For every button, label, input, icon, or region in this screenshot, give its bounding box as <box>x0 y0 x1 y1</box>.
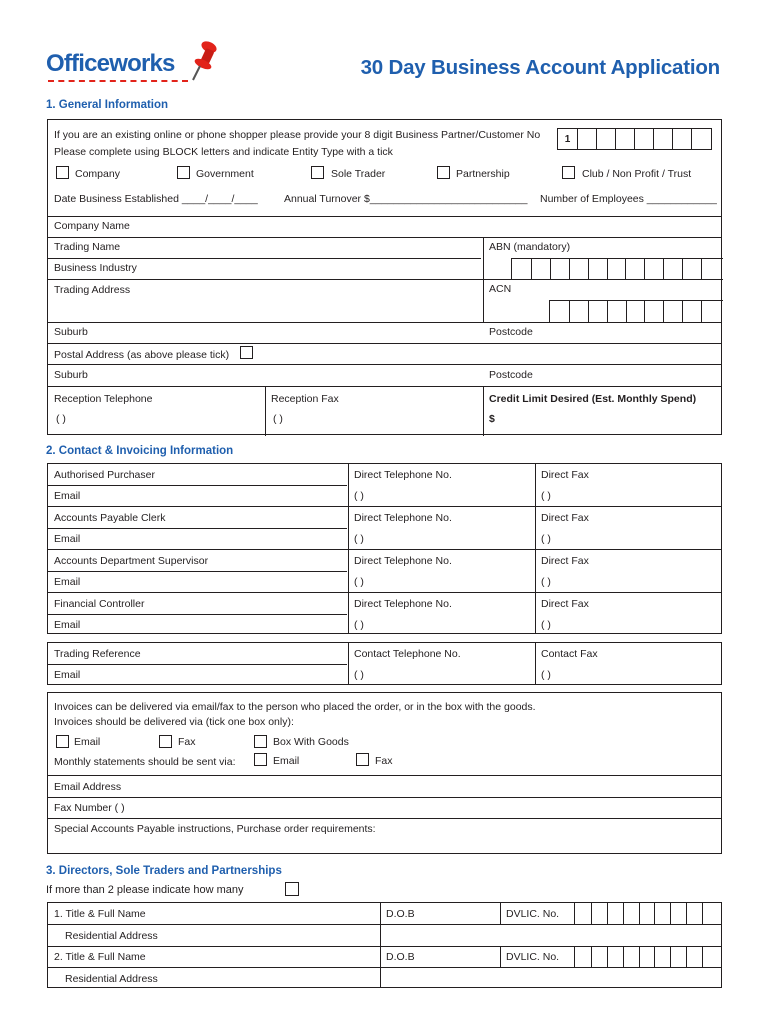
contact-telephone-field[interactable]: ( ) <box>354 669 364 681</box>
customer-digit[interactable] <box>634 129 653 149</box>
contact-email-label: Email <box>54 533 81 545</box>
reception-telephone-field[interactable]: ( ) <box>56 413 66 425</box>
how-many-box[interactable] <box>285 882 299 896</box>
company-name-label: Company Name <box>54 220 130 232</box>
customer-digit[interactable] <box>577 129 596 149</box>
contact-role: Financial Controller <box>54 598 145 610</box>
number-employees-field[interactable]: Number of Employees ____________ <box>540 193 717 205</box>
logo-underline <box>48 80 188 82</box>
contact-fax-field[interactable]: ( ) <box>541 619 551 631</box>
company-checkbox[interactable] <box>56 166 69 179</box>
sole-trader-checkbox[interactable] <box>311 166 324 179</box>
contact-fax-field[interactable]: ( ) <box>541 490 551 502</box>
page-header <box>46 38 722 86</box>
contact-tel-label: Direct Telephone No. <box>354 512 452 524</box>
invoice-via-label: Invoices should be delivered via (tick one box only): <box>54 716 294 728</box>
general-info-box <box>47 119 722 435</box>
pushpin-icon <box>190 40 220 82</box>
person1-residential-label: Residential Address <box>65 930 158 942</box>
contact-tel-label: Direct Telephone No. <box>354 469 452 481</box>
sole-trader-label: Sole Trader <box>331 168 386 180</box>
more-than-two-label: If more than 2 please indicate how many <box>46 884 244 896</box>
company-label: Company <box>75 168 120 180</box>
customer-digit[interactable] <box>596 129 615 149</box>
contact-telephone-label: Contact Telephone No. <box>354 648 461 660</box>
annual-turnover-field[interactable]: Annual Turnover $___________________________ <box>284 193 528 205</box>
invoice-note: Invoices can be delivered via email/fax to the person who placed the order, or in the box with the goods. <box>54 701 536 713</box>
trading-name-label: Trading Name <box>54 241 121 253</box>
partnership-label: Partnership <box>456 168 510 180</box>
statements-via-label: Monthly statements should be sent via: <box>54 756 236 768</box>
contact-tel-label: Direct Telephone No. <box>354 598 452 610</box>
contact-fax-label: Direct Fax <box>541 598 589 610</box>
statement-email-checkbox[interactable] <box>254 753 267 766</box>
customer-digit[interactable] <box>691 129 711 149</box>
club-label: Club / Non Profit / Trust <box>582 168 692 180</box>
government-checkbox[interactable] <box>177 166 190 179</box>
person2-dob-label: D.O.B <box>386 951 415 963</box>
shopper-prompt: If you are an existing online or phone shopper please provide your 8 digit Business Partner/Customer No <box>54 129 541 141</box>
trading-address-label: Trading Address <box>54 284 131 296</box>
person1-dvlic-label: DVLIC. No. <box>506 908 560 920</box>
person2-dvlic-label: DVLIC. No. <box>506 951 560 963</box>
contact-tel-label: Direct Telephone No. <box>354 555 452 567</box>
date-established-field[interactable]: Date Business Established ____/____/____ <box>54 193 258 205</box>
customer-digit[interactable] <box>672 129 691 149</box>
acn-label: ACN <box>489 283 512 295</box>
abn-label: ABN (mandatory) <box>489 241 571 253</box>
directors-box <box>47 902 722 988</box>
contact-role: Authorised Purchaser <box>54 469 155 481</box>
postal-postcode-label: Postcode <box>489 369 533 381</box>
email-address-field[interactable]: Email Address <box>54 781 122 793</box>
person2-residential-label: Residential Address <box>65 973 158 985</box>
contact-tel-field[interactable]: ( ) <box>354 576 364 588</box>
contact-fax-label: Direct Fax <box>541 555 589 567</box>
contact-fax-field[interactable]: ( ) <box>541 533 551 545</box>
person2-dvlic-field[interactable] <box>574 946 724 967</box>
contact-fax-field[interactable]: ( ) <box>541 576 551 588</box>
person1-name-label: 1. Title & Full Name <box>54 908 146 920</box>
reception-fax-field[interactable]: ( ) <box>273 413 283 425</box>
government-label: Government <box>196 168 254 180</box>
invoice-fax-label: Fax <box>178 736 196 748</box>
trading-reference-box <box>47 642 722 685</box>
acn-field[interactable] <box>549 300 723 322</box>
statement-email-label: Email <box>273 755 300 767</box>
customer-number-field[interactable] <box>557 128 712 150</box>
special-instructions-field[interactable]: Special Accounts Payable instructions, Purchase order requirements: <box>54 823 376 835</box>
officeworks-logo: Officeworks <box>46 50 175 77</box>
postal-suburb-label: Suburb <box>54 369 88 381</box>
person1-dvlic-field[interactable] <box>574 902 724 925</box>
credit-limit-label: Credit Limit Desired (Est. Monthly Spend) <box>489 393 697 405</box>
trading-reference-email-label: Email <box>54 669 81 681</box>
suburb-label: Suburb <box>54 326 88 338</box>
contact-tel-field[interactable]: ( ) <box>354 533 364 545</box>
contact-email-label: Email <box>54 576 81 588</box>
contact-fax-label: Contact Fax <box>541 648 598 660</box>
invoicing-box <box>47 692 722 854</box>
abn-field[interactable] <box>511 258 723 280</box>
reception-telephone-label: Reception Telephone <box>54 393 153 405</box>
credit-limit-field[interactable]: $ <box>489 413 495 425</box>
statement-fax-label: Fax <box>375 755 393 767</box>
fax-number-field[interactable]: Fax Number ( ) <box>54 802 125 814</box>
customer-digit[interactable] <box>615 129 634 149</box>
person1-dob-label: D.O.B <box>386 908 415 920</box>
contact-fax-label: Direct Fax <box>541 469 589 481</box>
document-title: 30 Day Business Account Application <box>360 56 720 79</box>
contact-tel-field[interactable]: ( ) <box>354 490 364 502</box>
postal-address-label: Postal Address (as above please tick) <box>54 349 230 361</box>
invoice-fax-checkbox[interactable] <box>159 735 172 748</box>
contact-fax-field[interactable]: ( ) <box>541 669 551 681</box>
contacts-box <box>47 463 722 634</box>
postal-same-checkbox[interactable] <box>240 346 253 359</box>
section-3-title: 3. Directors, Sole Traders and Partnerships <box>46 865 282 877</box>
contact-role: Accounts Department Supervisor <box>54 555 209 567</box>
customer-digit[interactable] <box>653 129 672 149</box>
contact-tel-field[interactable]: ( ) <box>354 619 364 631</box>
contact-fax-label: Direct Fax <box>541 512 589 524</box>
invoice-box-checkbox[interactable] <box>254 735 267 748</box>
contact-email-label: Email <box>54 490 81 502</box>
block-letters-note: Please complete using BLOCK letters and indicate Entity Type with a tick <box>54 146 393 158</box>
club-checkbox[interactable] <box>562 166 575 179</box>
postcode-label: Postcode <box>489 326 533 338</box>
invoice-email-label: Email <box>74 736 101 748</box>
business-industry-label: Business Industry <box>54 262 137 274</box>
partnership-checkbox[interactable] <box>437 166 450 179</box>
contact-role: Accounts Payable Clerk <box>54 512 166 524</box>
invoice-email-checkbox[interactable] <box>56 735 69 748</box>
statement-fax-checkbox[interactable] <box>356 753 369 766</box>
customer-digit: 1 <box>564 133 571 145</box>
reception-fax-label: Reception Fax <box>271 393 339 405</box>
section-2-title: 2. Contact & Invoicing Information <box>46 445 234 457</box>
section-1-title: 1. General Information <box>46 99 169 111</box>
person2-name-label: 2. Title & Full Name <box>54 951 146 963</box>
contact-email-label: Email <box>54 619 81 631</box>
invoice-box-label: Box With Goods <box>273 736 349 748</box>
trading-reference-label: Trading Reference <box>54 648 141 660</box>
